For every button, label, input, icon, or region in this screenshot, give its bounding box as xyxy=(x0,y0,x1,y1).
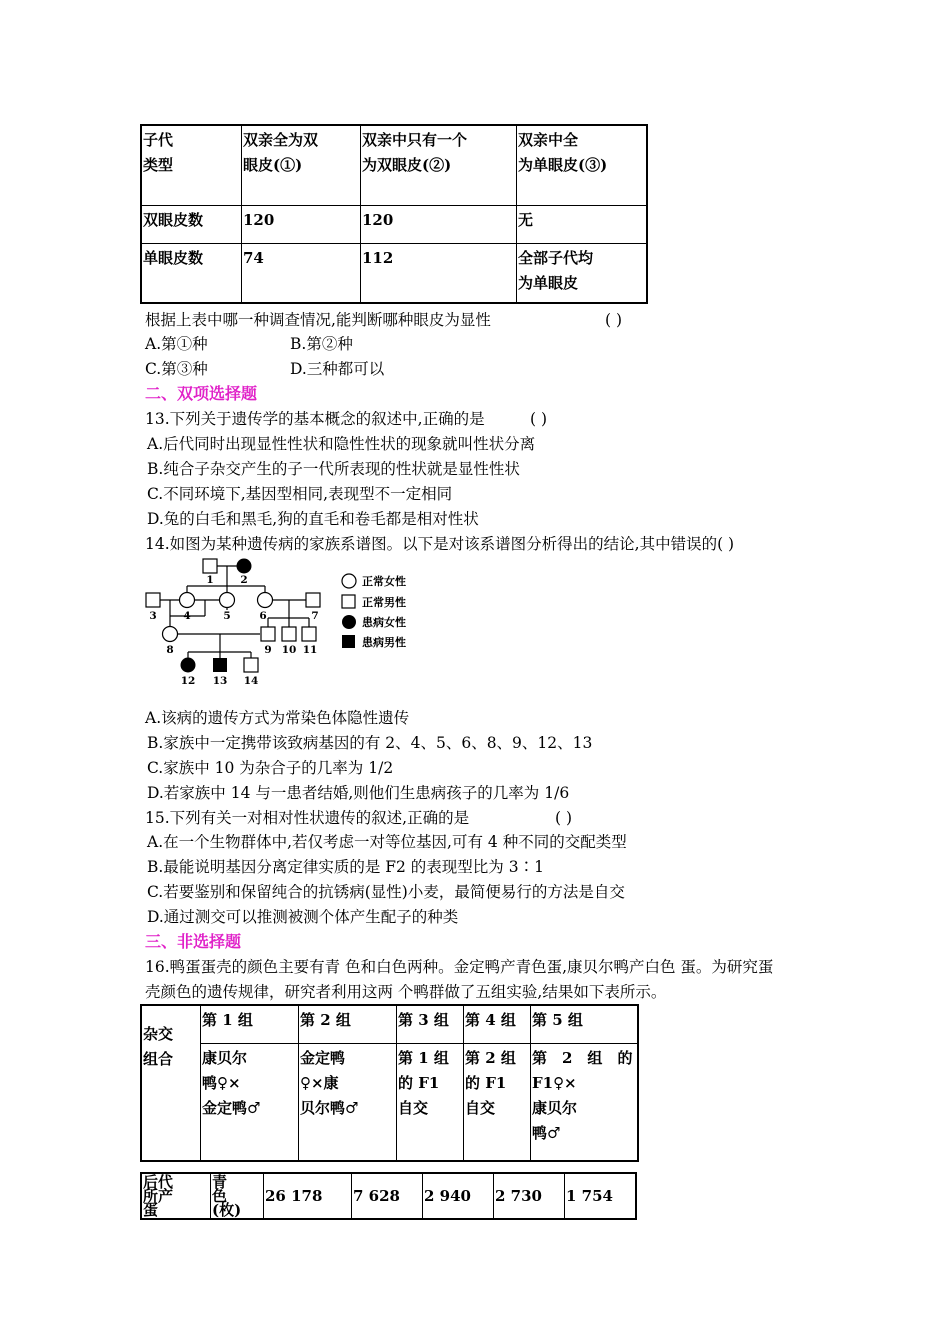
cross-cell: 康贝尔 鸭♀× 金定鸭♂ xyxy=(201,1043,299,1161)
row-label: 杂交 组合 xyxy=(141,1005,201,1161)
option-b: B.第②种 xyxy=(290,335,353,353)
svg-text:8: 8 xyxy=(166,644,174,656)
affected-female-symbol xyxy=(237,559,252,574)
pedigree-chart xyxy=(140,552,430,692)
header-cell: 双亲全为双 眼皮(①) xyxy=(242,125,361,205)
answer-paren: ( ) xyxy=(555,809,573,827)
group-header: 第 5 组 xyxy=(531,1005,639,1043)
option-d: D.兔的白毛和黑毛,狗的直毛和卷毛都是相对性状 xyxy=(147,510,479,528)
table-cell: 120 xyxy=(242,205,361,243)
section-heading-3: 三、非选择题 xyxy=(145,932,242,951)
option-d: D.三种都可以 xyxy=(290,360,385,378)
option-a: A.在一个生物群体中,若仅考虑一对等位基因,可有 4 种不同的交配类型 xyxy=(147,833,627,851)
table-cell: 120 xyxy=(361,205,517,243)
option-b: B.最能说明基因分离定律实质的是 F2 的表现型比为 3∶1 xyxy=(147,858,544,876)
row-label: 单眼皮数 xyxy=(141,243,242,303)
group-header: 第 2 组 xyxy=(299,1005,397,1043)
normal-female-symbol xyxy=(180,593,195,608)
table-cell: 74 xyxy=(242,243,361,303)
svg-text:7: 7 xyxy=(311,610,319,622)
sub-label: 青 色 (枚) xyxy=(211,1173,264,1219)
question-12-stem: 根据上表中哪一种调查情况,能判断哪种眼皮为显性 xyxy=(145,311,491,329)
section-heading-2: 二、双项选择题 xyxy=(145,384,258,403)
legend-affected-female-icon xyxy=(342,615,356,629)
normal-male-symbol xyxy=(146,593,160,607)
table-cell: 无 xyxy=(517,205,648,243)
header-cell: 子代 类型 xyxy=(141,125,242,205)
svg-text:12: 12 xyxy=(180,675,196,687)
svg-text:2: 2 xyxy=(240,574,248,586)
legend-label: 患病男性 xyxy=(362,636,406,649)
cross-combination-table xyxy=(140,1004,639,1162)
question-13-stem: 13.下列关于遗传学的基本概念的叙述中,正确的是 xyxy=(145,410,485,428)
svg-text:9: 9 xyxy=(264,644,272,656)
affected-male-symbol xyxy=(213,658,227,672)
row-label: 双眼皮数 xyxy=(141,205,242,243)
header-cell: 双亲中全 为单眼皮(③) xyxy=(517,125,648,205)
legend-label: 患病女性 xyxy=(362,616,406,629)
option-c: C.家族中 10 为杂合子的几率为 1/2 xyxy=(147,759,394,777)
value-cell: 1 754 xyxy=(565,1173,637,1219)
legend-affected-male-icon xyxy=(342,635,355,648)
normal-female-symbol xyxy=(163,627,178,642)
eyelid-survey-table xyxy=(140,124,648,304)
svg-text:1: 1 xyxy=(206,574,214,586)
legend-label: 正常男性 xyxy=(362,596,406,609)
value-cell: 2 730 xyxy=(494,1173,565,1219)
option-b: B.纯合子杂交产生的子一代所表现的性状就是显性性状 xyxy=(147,460,520,478)
option-a: A.第①种 xyxy=(145,335,208,353)
question-14-stem: 14.如图为某种遗传病的家族系谱图。以下是对该系谱图分析得出的结论,其中错误的( ) xyxy=(145,535,735,553)
option-c: C.不同环境下,基因型相同,表现型不一定相同 xyxy=(147,485,453,503)
cross-cell: 第 1 组 的 F1 自交 xyxy=(397,1043,464,1161)
normal-female-symbol xyxy=(258,593,273,608)
normal-male-symbol xyxy=(261,627,275,641)
normal-male-symbol xyxy=(306,593,320,607)
option-d: D.通过测交可以推测被测个体产生配子的种类 xyxy=(147,908,459,926)
table-cell: 全部子代均 为单眼皮 xyxy=(517,243,648,303)
svg-text:13: 13 xyxy=(212,675,228,687)
svg-text:14: 14 xyxy=(243,675,259,687)
value-cell: 7 628 xyxy=(352,1173,423,1219)
legend-normal-female-icon xyxy=(342,574,356,588)
svg-text:5: 5 xyxy=(223,610,231,622)
normal-female-symbol xyxy=(220,593,235,608)
option-a: A.后代同时出现显性性状和隐性性状的现象就叫性状分离 xyxy=(147,435,536,453)
cross-cell: 第 2 组 的 F1♀× 康贝尔 鸭♂ xyxy=(531,1043,639,1161)
egg-count-table xyxy=(140,1172,637,1220)
group-header: 第 4 组 xyxy=(464,1005,531,1043)
option-c: C.第③种 xyxy=(145,360,208,378)
option-d: D.若家族中 14 与一患者结婚,则他们生患病孩子的几率为 1/6 xyxy=(147,784,570,802)
normal-male-symbol xyxy=(302,627,316,641)
legend-normal-male-icon xyxy=(342,595,355,608)
group-header: 第 3 组 xyxy=(397,1005,464,1043)
table-cell: 112 xyxy=(361,243,517,303)
cross-cell: 第 2 组 的 F1 自交 xyxy=(464,1043,531,1161)
option-b: B.家族中一定携带该致病基因的有 2、4、5、6、8、9、12、13 xyxy=(147,734,593,752)
affected-female-symbol xyxy=(181,658,196,673)
option-c: C.若要鉴别和保留纯合的抗锈病(显性)小麦，最简便易行的方法是自交 xyxy=(147,883,625,901)
svg-text:6: 6 xyxy=(259,610,267,622)
value-cell: 2 940 xyxy=(423,1173,494,1219)
svg-text:3: 3 xyxy=(149,610,157,622)
cross-cell: 金定鸭 ♀×康 贝尔鸭♂ xyxy=(299,1043,397,1161)
svg-text:10: 10 xyxy=(281,644,297,656)
normal-male-symbol xyxy=(244,658,258,672)
question-16-line2: 壳颜色的遗传规律，研究者利用这两 个鸭群做了五组实验,结果如下表所示。 xyxy=(145,983,667,1001)
row-label: 后代 所产 蛋 xyxy=(141,1173,211,1219)
normal-male-symbol xyxy=(203,559,217,573)
group-header: 第 1 组 xyxy=(201,1005,299,1043)
svg-text:11: 11 xyxy=(302,644,318,656)
normal-male-symbol xyxy=(282,627,296,641)
header-cell: 双亲中只有一个 为双眼皮(②) xyxy=(361,125,517,205)
option-a: A.该病的遗传方式为常染色体隐性遗传 xyxy=(145,709,410,727)
answer-paren: ( ) xyxy=(530,410,548,428)
answer-paren: ( ) xyxy=(605,311,623,329)
question-16-line1: 16.鸭蛋蛋壳的颜色主要有青 色和白色两种。金定鸭产青色蛋,康贝尔鸭产白色 蛋。为研究蛋 xyxy=(145,958,774,976)
legend-label: 正常女性 xyxy=(362,575,406,588)
svg-text:4: 4 xyxy=(183,610,191,622)
value-cell: 26 178 xyxy=(264,1173,352,1219)
question-15-stem: 15.下列有关一对相对性状遗传的叙述,正确的是 xyxy=(145,809,470,827)
